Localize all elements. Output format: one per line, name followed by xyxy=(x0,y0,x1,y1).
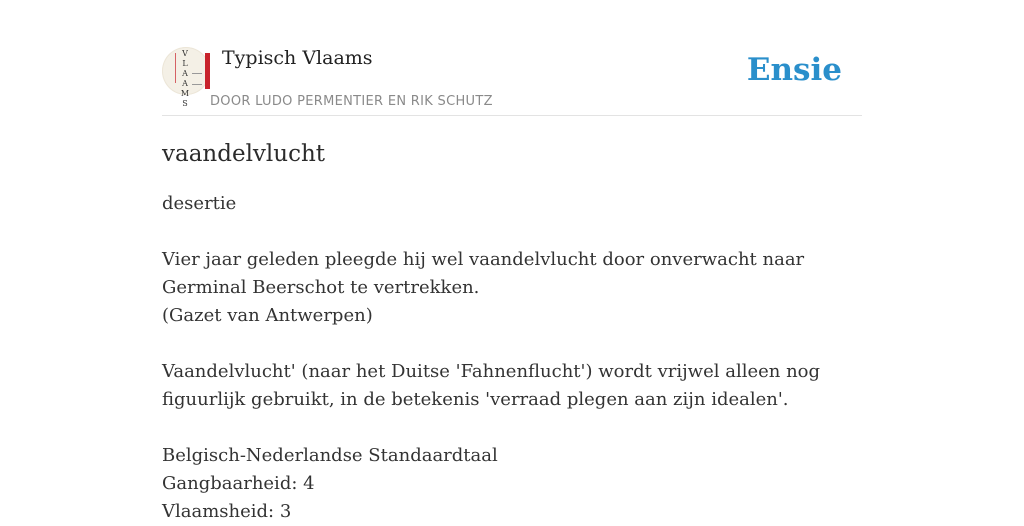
entry-vlaamsheid: Vlaamsheid: 3 xyxy=(162,501,292,522)
site-title[interactable]: Typisch Vlaams xyxy=(222,47,373,69)
cover-letter: A xyxy=(182,79,188,88)
entry-example: Vier jaar geleden pleegde hij wel vaandelvlucht door onverwacht naar Germinal Beerschot te vertrekken. xyxy=(162,249,805,298)
cover-letter: S xyxy=(182,99,188,108)
entry-definition: desertie xyxy=(162,193,237,214)
cover-letter: A xyxy=(182,69,188,78)
cover-letters xyxy=(180,49,190,109)
entry-content xyxy=(162,138,862,526)
book-cover-avatar[interactable] xyxy=(162,47,210,108)
cover-small-print xyxy=(192,73,202,85)
ensie-logo[interactable]: Ensie xyxy=(746,52,842,88)
cover-decoration-line xyxy=(175,53,176,83)
authors-byline: DOOR LUDO PERMENTIER EN RIK SCHUTZ xyxy=(210,94,493,109)
entry-explanation: Vaandelvlucht' (naar het Duitse 'Fahnenflucht') wordt vrijwel alleen nog figuurlijk gebruikt, in de betekenis 'verraad plegen aan zijn idealen'. xyxy=(162,361,821,410)
spacer xyxy=(162,330,862,358)
entry-body xyxy=(162,190,862,526)
entry-title: vaandelvlucht xyxy=(162,141,326,167)
cover-letter: M xyxy=(180,89,190,98)
site-header xyxy=(162,44,862,116)
cover-letter: V xyxy=(182,49,188,58)
entry-gangbaarheid: Gangbaarheid: 4 xyxy=(162,473,315,494)
cover-letter: L xyxy=(182,59,188,68)
entry-category: Belgisch-Nederlandse Standaardtaal xyxy=(162,445,498,466)
spacer xyxy=(162,414,862,442)
cover-red-band xyxy=(205,53,210,89)
spacer xyxy=(162,218,862,246)
entry-example-source: (Gazet van Antwerpen) xyxy=(162,305,373,326)
